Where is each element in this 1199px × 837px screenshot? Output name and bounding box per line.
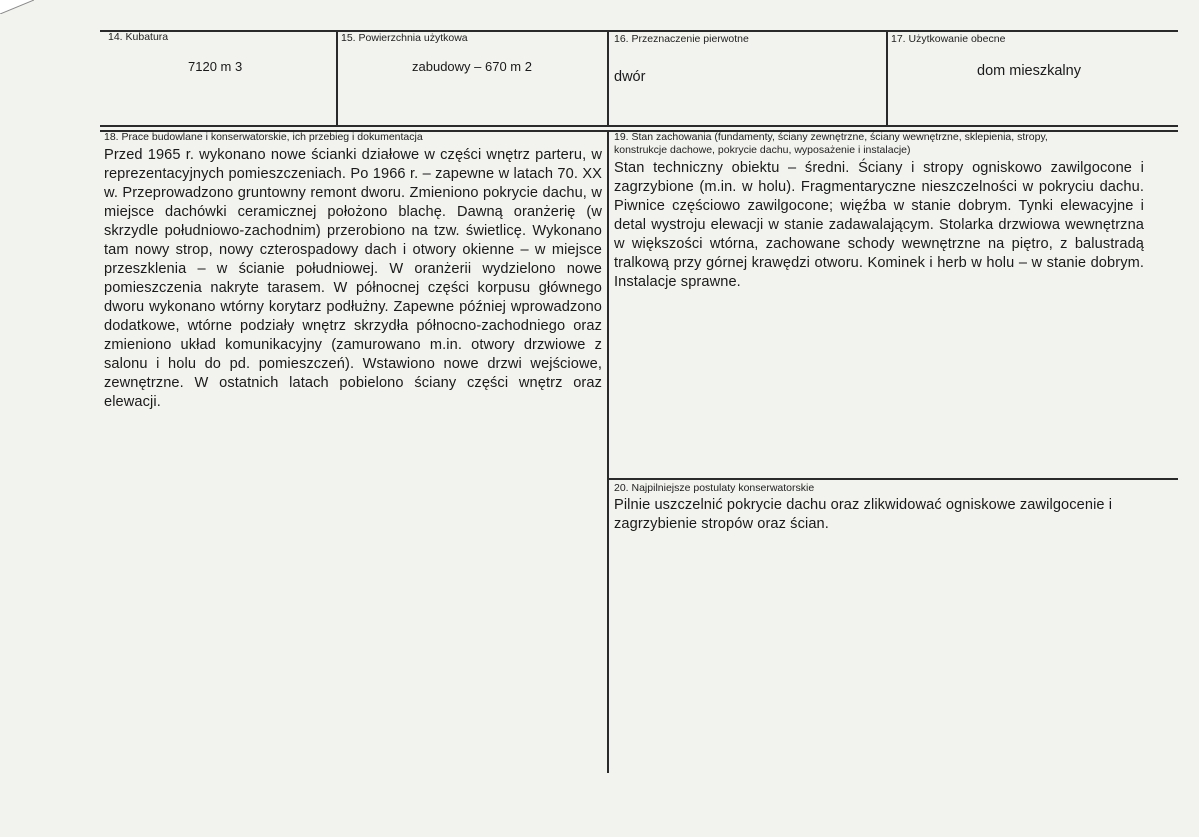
stan-label-line-2: konstrukcje dachowe, pokrycie dachu, wyposażenie i instalacje): [614, 144, 911, 156]
powierzchnia-label: 15. Powierzchnia użytkowa: [341, 32, 468, 44]
center-vertical-divider: [607, 130, 609, 773]
kubatura-value: 7120 m 3: [188, 59, 243, 74]
przeznaczenie-value: dwór: [614, 69, 646, 85]
top-row-bottom-rule: [100, 125, 1178, 127]
prace-label: 18. Prace budowlane i konserwatorskie, ich przebieg i dokumentacja: [104, 131, 423, 143]
stan-label-line-1: 19. Stan zachowania (fundamenty, ściany zewnętrzne, ściany wewnętrzne, sklepienia, stropy,: [614, 131, 1048, 143]
powierzchnia-value: zabudowy – 670 m 2: [412, 59, 532, 74]
postulaty-text: Pilnie uszczelnić pokrycie dachu oraz zlikwidować ogniskowe zawilgocenie i zagrzybienie stropów oraz ścian.: [614, 497, 1113, 532]
kubatura-label: 14. Kubatura: [108, 31, 169, 43]
divider-16-17: [886, 30, 888, 126]
prace-text: Przed 1965 r. wykonano nowe ścianki działowe w części wnętrz parteru, w reprezentacyjnych pomieszczeniach. Po 1966 r. – zapewne w latach 70. XX w. Przeprowadzono gruntowny remont dworu. Zmieniono pokrycie dachu, w miejsce dachówki ceramicznej położono blachę. Dawną oranżerię (w skrzydle południowo-zachodnim) przerobiono na tzw. świetlicę. Wykonano tam nowy strop, nowy czterospadowy dach i otwory okienne – w miejsce przeszklenia – w ścianie południowej. W oranżerii wydzielono nowe pomieszczenia nakryte tarasem. W północnej części korpusu głównego dworu wykonano wtórny korytarz podłużny. Zapewne później wprowadzono dodatkowe, wtórne podziały wnętrz skrzydła północno-zachodniego oraz zmieniono układ komunikacyjny (zamurowano m.in. otwory drzwiowe z salonu i holu do pd. pomieszczeń). Wstawiono nowe drzwi wejściowe, zewnętrzne. W ostatnich latach pobielono ściany części wnętrz oraz elewacji.: [104, 147, 602, 410]
przeznaczenie-label: 16. Przeznaczenie pierwotne: [614, 33, 749, 45]
section-20-top-rule: [607, 478, 1178, 480]
divider-15-16: [607, 30, 609, 126]
stan-text: Stan techniczny obiektu – średni. Ściany i stropy ogniskowo zawilgocone i zagrzybione (m.in. w holu). Fragmentaryczne nieszczelności w pokryciu dachu. Piwnice częściowo zawilgocone; więźba w stanie dobrym. Tynki elewacyjne i detal wystroju elewacji w stanie zadawalającym. Stolarka drzwiowa wewnętrzna w większości wtórna, zachowane schody wewnętrzne na piętro, z balustradą tralkową przy górnej krawędzi otworu. Kominek i herb w holu – w stanie dobrym. Instalacje sprawne.: [614, 160, 1144, 290]
postulaty-label: 20. Najpilniejsze postulaty konserwatorskie: [614, 482, 815, 494]
top-row-top-rule: [100, 30, 1178, 32]
uzytkowanie-value: dom mieszkalny: [977, 63, 1081, 79]
scan-corner-mark: [0, 0, 34, 14]
uzytkowanie-label: 17. Użytkowanie obecne: [891, 33, 1006, 45]
divider-14-15: [336, 30, 338, 126]
